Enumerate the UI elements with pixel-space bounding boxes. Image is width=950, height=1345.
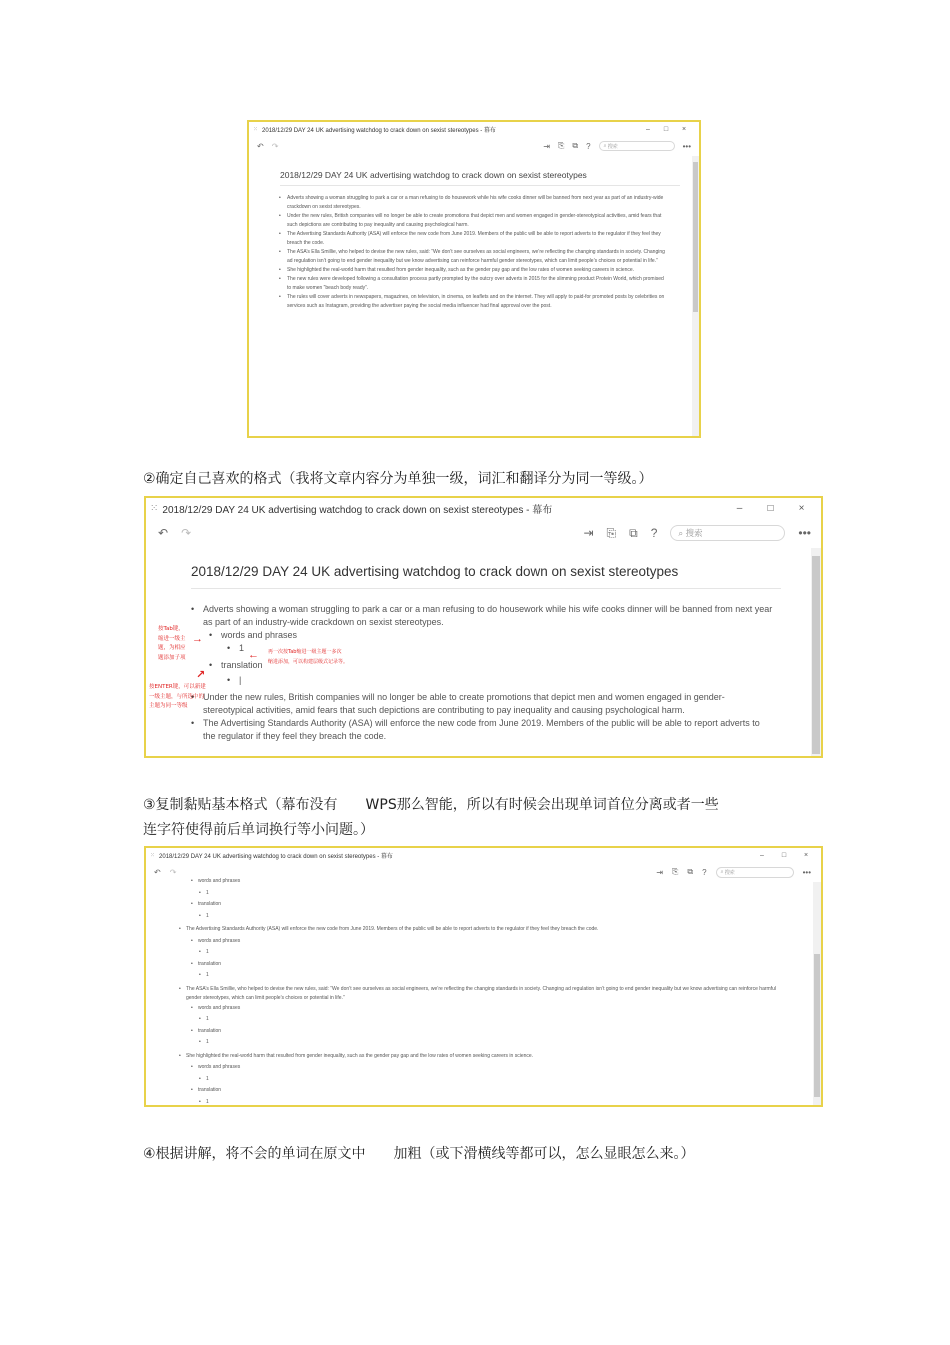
- scrollbar-thumb[interactable]: [693, 162, 698, 312]
- list-item-number[interactable]: • 1: [206, 888, 798, 900]
- help-icon[interactable]: ?: [650, 526, 658, 540]
- list-item-words[interactable]: • words and phrases: [198, 936, 786, 948]
- outline-list: [186, 924, 786, 1108]
- item-text: words and phrases: [221, 630, 298, 640]
- arrow-left-icon: ←: [248, 649, 259, 661]
- drag-handle-icon[interactable]: ⁙: [150, 502, 159, 514]
- export-icon[interactable]: ⎘: [672, 867, 679, 876]
- export-icon[interactable]: ⎘: [606, 525, 617, 540]
- list-item-words[interactable]: • words and phrases: [198, 1062, 786, 1074]
- screenshot-mubu-outline: [247, 120, 701, 438]
- document-area: [146, 878, 811, 1105]
- list-item[interactable]: • The new rules were developed following a consultation process partly prompted by the outcry over adverts in 2015 for the slimming product Protein World, which promised to make women “beach body ready”.: [287, 275, 667, 293]
- window-title: 2018/12/29 DAY 24 UK advertising watchdog to crack down on sexist stereotypes - 幕布: [262, 128, 496, 134]
- list-item-translation[interactable]: • translation: [198, 1026, 786, 1038]
- annotation-line: 主题为同一等级: [149, 703, 188, 709]
- annotation-line: 按Tab键，: [158, 626, 184, 632]
- screenshot-mubu-format: [144, 496, 823, 758]
- outline-list: [198, 876, 798, 922]
- document-title[interactable]: 2018/12/29 DAY 24 UK advertising watchdog to crack down on sexist stereotypes: [280, 170, 680, 186]
- scrollbar[interactable]: [811, 548, 821, 756]
- search-icon: ⌕: [678, 527, 684, 538]
- item-text: translation: [221, 660, 263, 670]
- mindmap-icon[interactable]: ⧉: [687, 867, 694, 876]
- search-icon: ⌕: [720, 869, 724, 875]
- caption-step-2: ②确定自己喜欢的格式（我将文章内容分为单独一级，词汇和翻译分为同一等级。）: [143, 471, 653, 487]
- mindmap-icon[interactable]: ⧉: [629, 525, 638, 540]
- arrow-right-icon: →: [192, 633, 203, 645]
- sub-list: [239, 674, 773, 687]
- minimize-button[interactable]: –: [760, 852, 764, 859]
- redo-icon[interactable]: ↷: [271, 141, 279, 151]
- window-title: 2018/12/29 DAY 24 UK advertising watchdog to crack down on sexist stereotypes - 幕布: [159, 854, 393, 860]
- close-button[interactable]: ×: [798, 502, 805, 514]
- share-icon[interactable]: ⇥: [656, 867, 664, 877]
- list-item[interactable]: • Adverts showing a woman struggling to park a car or a man refusing to do housework while his wife cooks dinner will be banned from next year as part of an industry-wide crackdown on sexist stereotypes.: [287, 194, 667, 212]
- list-item[interactable]: • The rules will cover adverts in newspapers, magazines, on television, in cinema, on leaflets and on the internet. They will apply to paid-for promoted posts by celebrities on services such as Instagram, providing the advertiser paying the social media influencer had final approval over the post.: [287, 293, 667, 311]
- outline-list: [287, 194, 667, 311]
- list-item-words[interactable]: • words and phrases: [198, 1003, 786, 1015]
- document-area: [146, 550, 809, 756]
- caption-step-4: ④根据讲解，将不会的单词在原文中 加粗（或下滑横线等都可以，怎么显眼怎么来。）: [143, 1146, 695, 1162]
- redo-icon[interactable]: ↷: [181, 526, 192, 540]
- list-item-editing[interactable]: • |: [239, 674, 773, 687]
- minimize-button[interactable]: –: [736, 502, 743, 514]
- screenshot-mubu-pasted: [144, 846, 823, 1107]
- item-text: The Advertising Standards Authority (ASA) will enforce the new code from June 2019. Members of the public will be able to report adverts to the regulator if they feel they breach the code.: [186, 926, 599, 932]
- list-item-translation[interactable]: • translation: [198, 1085, 786, 1097]
- list-item-number[interactable]: • 1: [239, 642, 773, 655]
- sub-list: [198, 1062, 786, 1108]
- list-item[interactable]: • The Advertising Standards Authority (ASA) will enforce the new code from June 2019. Members of the public will be able to report adverts to the regulator if they feel they breach the code.: [287, 230, 667, 248]
- annotation-line: 一级主题，与所选中的: [149, 693, 205, 700]
- item-text: Adverts showing a woman struggling to park a car or a man refusing to do housework while his wife cooks dinner will be banned from next year as part of an industry-wide crackdown on sexist stereotypes.: [203, 604, 773, 627]
- sub-list: [198, 936, 786, 982]
- search-icon: ⌕: [603, 143, 607, 149]
- caption-step-3-line-1: ③复制黏贴基本格式（幕布没有 WPS那么智能，所以有时候会出现单词首位分离或者一些: [143, 797, 719, 813]
- list-item-translation[interactable]: • translation: [198, 959, 786, 971]
- more-icon[interactable]: •••: [682, 141, 691, 151]
- list-item-number[interactable]: • 1: [206, 1014, 786, 1026]
- share-icon[interactable]: ⇥: [583, 526, 594, 540]
- scrollbar-thumb[interactable]: [814, 954, 820, 1097]
- list-item[interactable]: • The ASA’s Ella Smillie, who helped to devise the new rules, said: “We don’t see ourselves as social engineers, we’re reflecting the changing standards in society. Changing ad regulation isn’t going to end gender inequality but we know advertising can reinforce harmful gender stereotypes, which can limit people’s choices or potential in life.”: [287, 248, 667, 266]
- help-icon[interactable]: ?: [702, 867, 707, 877]
- toolbar: [249, 137, 699, 155]
- list-item[interactable]: [186, 985, 786, 1049]
- annotation-line: 题添加子项: [158, 654, 186, 661]
- export-icon[interactable]: ⎘: [558, 141, 565, 150]
- annotation-line: 缩进一级主: [158, 635, 186, 642]
- list-item[interactable]: [186, 924, 786, 982]
- outline-list: [203, 603, 773, 743]
- list-item[interactable]: • Under the new rules, British companies will no longer be able to create promotions that depict men and women engaged in gender-stereotypical activities, amid fears that such depictions are contributing to pay inequality and causing psychological harm.: [287, 212, 667, 230]
- window-titlebar: [146, 498, 821, 518]
- minimize-button[interactable]: –: [646, 126, 650, 133]
- list-item-number[interactable]: • 1: [206, 947, 786, 959]
- item-text: She highlighted the real-world harm that resulted from gender inequality, such as the gender pay gap and the low rates of women seeking careers in science.: [186, 1052, 534, 1059]
- more-icon[interactable]: •••: [802, 867, 811, 877]
- close-button[interactable]: ×: [681, 126, 687, 133]
- list-item-number[interactable]: • 1: [206, 911, 798, 923]
- search-placeholder: 搜索: [724, 869, 735, 876]
- list-item[interactable]: [186, 1051, 786, 1109]
- more-icon[interactable]: •••: [798, 526, 811, 540]
- help-icon[interactable]: ?: [586, 141, 591, 151]
- list-item-words[interactable]: • words and phrases: [198, 876, 798, 888]
- mindmap-icon[interactable]: ⧉: [572, 141, 579, 150]
- arrow-up-right-icon: ↗: [196, 669, 206, 681]
- item-text: The ASA’s Ella Smillie, who helped to devise the new rules, said: “We don’t see ourselves as social engineers, we’re reflecting the changing standards in society. Changing ad regulation isn’t going to end gender inequality but we know advertising can reinforce harmful gender stereotypes, which can limit people’s choices or potential in life.”: [186, 985, 776, 1001]
- undo-icon[interactable]: ↶: [158, 526, 169, 540]
- search-input[interactable]: [670, 525, 785, 541]
- maximize-button[interactable]: □: [781, 852, 787, 859]
- search-placeholder: 搜索: [607, 143, 618, 150]
- list-item[interactable]: [203, 603, 773, 687]
- search-placeholder: 搜索: [685, 528, 703, 538]
- annotation-enter: [149, 683, 206, 712]
- list-item-number[interactable]: • 1: [206, 1097, 786, 1109]
- annotation-line: 按ENTER键，可以新建: [149, 684, 206, 690]
- list-item-number[interactable]: • 1: [206, 1074, 786, 1086]
- window-titlebar: [146, 848, 821, 863]
- caption-step-3-line-2: 连字符使得前后单词换行等小问题。）: [143, 822, 374, 838]
- maximize-button[interactable]: □: [767, 502, 774, 514]
- list-item[interactable]: • Under the new rules, British companies will no longer be able to create promotions that depict men and women engaged in gender-stereotypical activities, amid fears that such depictions are contributing to pay inequality and causing psychological harm.: [203, 691, 773, 717]
- maximize-button[interactable]: □: [663, 126, 669, 133]
- document-area: [249, 156, 691, 436]
- sub-list: [198, 1003, 786, 1049]
- toolbar: [146, 518, 821, 548]
- list-item-number[interactable]: • 1: [206, 970, 786, 982]
- scrollbar-thumb[interactable]: [812, 556, 820, 754]
- list-item[interactable]: • The Advertising Standards Authority (ASA) will enforce the new code from June 2019. Members of the public will be able to report adverts to the regulator if they feel they breach the code.: [203, 717, 773, 743]
- annotation-tab: [158, 625, 186, 663]
- undo-icon[interactable]: ↶: [154, 867, 161, 877]
- annotation-line: 再一次按Tab缩进一级主题一多次: [268, 649, 342, 655]
- search-input[interactable]: [599, 141, 675, 151]
- list-item[interactable]: • She highlighted the real-world harm that resulted from gender inequality, such as the gender pay gap and the low rates of women seeking careers in science.: [287, 266, 667, 275]
- redo-icon[interactable]: ↷: [169, 867, 177, 877]
- list-item-number[interactable]: • 1: [206, 1037, 786, 1049]
- window-titlebar: [249, 122, 699, 137]
- share-icon[interactable]: ⇥: [543, 141, 551, 151]
- document-title[interactable]: 2018/12/29 DAY 24 UK advertising watchdog to crack down on sexist stereotypes: [191, 564, 781, 589]
- annotation-tab-again: [268, 648, 348, 667]
- drag-handle-icon[interactable]: ⁙: [253, 127, 259, 133]
- annotation-line: 缩进添加，可以构建层级式记录等。: [268, 658, 349, 665]
- undo-icon[interactable]: ↶: [257, 141, 264, 151]
- window-title: 2018/12/29 DAY 24 UK advertising watchdog to crack down on sexist stereotypes - 幕布: [162, 504, 553, 516]
- annotation-line: 题，为相应: [158, 645, 186, 651]
- scrollbar[interactable]: [692, 156, 699, 436]
- list-item-translation[interactable]: • translation: [198, 899, 798, 911]
- drag-handle-icon[interactable]: ⁙: [150, 853, 156, 859]
- scrollbar[interactable]: [813, 882, 821, 1105]
- close-button[interactable]: ×: [803, 852, 809, 859]
